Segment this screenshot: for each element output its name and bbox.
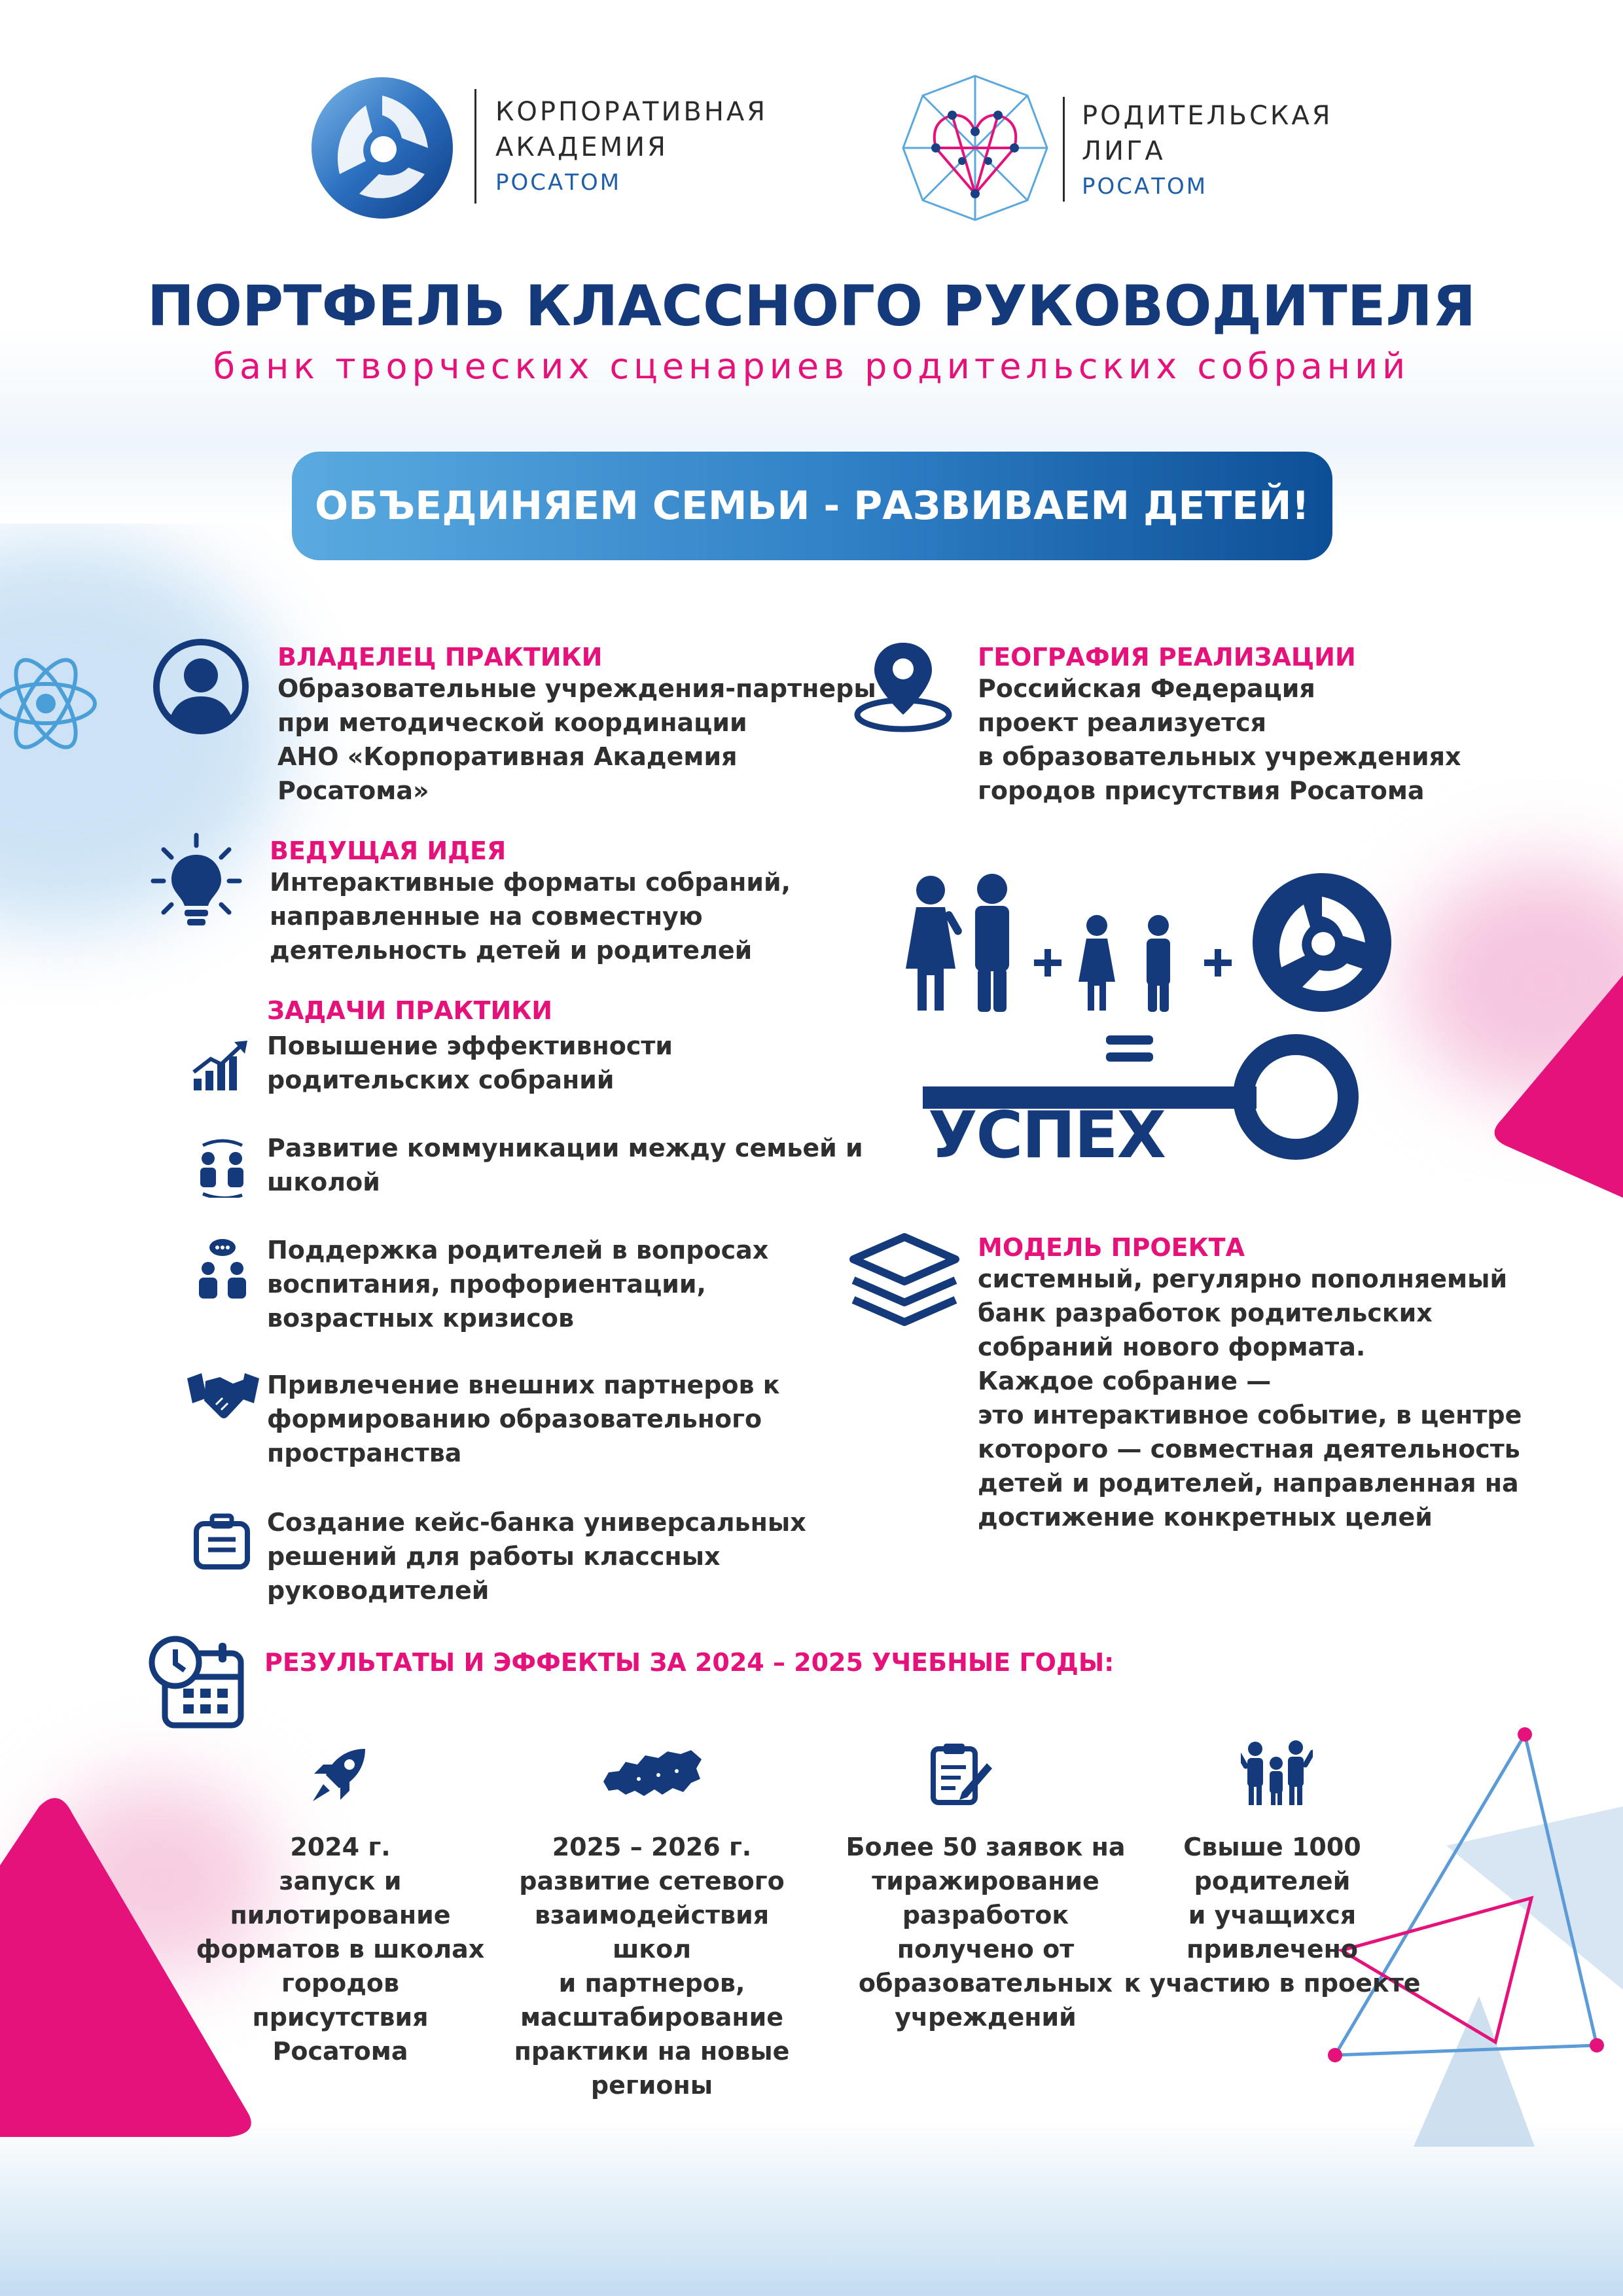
model-block xyxy=(978,1233,1522,1534)
parents-support-icon xyxy=(194,1237,253,1302)
task-item-5: Создание кейс-банка универсальных решений для работы классных руководителей xyxy=(267,1508,806,1605)
briefcase-icon xyxy=(192,1512,251,1571)
rosatom-academy-logo-icon xyxy=(310,76,454,220)
task-item-4: Привлечение внешних партнеров к формированию образовательного пространства xyxy=(267,1371,780,1467)
russia-map-icon xyxy=(599,1742,704,1808)
task-item-1: Повышение эффективности родительских собраний xyxy=(267,1031,673,1094)
league-logo-text xyxy=(1082,98,1333,204)
idea-heading: ВЕДУЩАЯ ИДЕЯ xyxy=(270,836,507,865)
page-subtitle: банк творческих сценариев родительских собраний xyxy=(213,346,1410,387)
geo-text: Российская Федерация проект реализуется в образовательных учреждениях городов присутствия Росатома xyxy=(978,674,1461,805)
success-label: УСПЕХ xyxy=(928,1098,1165,1173)
rocket-icon xyxy=(308,1745,369,1806)
slogan-banner: ОБЪЕДИНЯЕМ СЕМЬИ - РАЗВИВАЕМ ДЕТЕЙ! xyxy=(292,452,1332,560)
handshake-icon xyxy=(187,1372,259,1424)
children-icon xyxy=(1079,915,1170,1012)
task-item-3: Поддержка родителей в вопросах воспитания, профориентации, возрастных кризисов xyxy=(267,1236,769,1333)
academy-logo-line3: РОСАТОМ xyxy=(495,170,622,196)
result-item-3: Более 50 заявок на тиражирование разработок получено от образовательных учреждений xyxy=(846,1833,1126,2032)
idea-text: Интерактивные форматы собраний, направленные на совместную деятельность детей и родителей xyxy=(270,868,791,965)
location-pin-icon xyxy=(851,637,955,736)
league-logo-line3: РОСАТОМ xyxy=(1082,173,1208,200)
tasks-heading: ЗАДАЧИ ПРАКТИКИ xyxy=(267,996,553,1025)
league-logo-line1: РОДИТЕЛЬСКАЯ xyxy=(1082,101,1333,131)
result-item-4: Свыше 1000 родителей и учащихся привлечено к участию в проекте xyxy=(1124,1833,1421,1998)
pink-triangle-right xyxy=(1486,969,1623,1204)
logo-divider-left xyxy=(474,89,476,204)
clipboard-pencil-icon xyxy=(929,1741,995,1806)
growth-chart-icon xyxy=(191,1039,250,1092)
model-text: системный, регулярно пополняемый банк разработок родительских собраний нового формата. Каждое собрание — это интерактивное событие, в центре которого — совместная деятельность детей и родителей, направленная на достижение конкретных целей xyxy=(978,1265,1522,1532)
rosatom-symbol-icon xyxy=(1253,873,1391,1012)
lightbulb-icon xyxy=(151,831,242,936)
parents-league-logo-icon xyxy=(897,69,1054,226)
atom-icon xyxy=(0,628,105,779)
academy-logo-line1: КОРПОРАТИВНАЯ xyxy=(495,97,768,127)
owner-heading: ВЛАДЕЛЕЦ ПРАКТИКИ xyxy=(277,643,603,672)
academy-logo-text xyxy=(495,94,768,200)
communication-icon xyxy=(194,1139,253,1198)
idea-block xyxy=(270,836,791,967)
page-title: ПОРТФЕЛЬ КЛАССНОГО РУКОВОДИТЕЛЯ xyxy=(147,274,1476,339)
calendar-clock-icon xyxy=(148,1634,246,1732)
result-item-2: 2025 – 2026 г. развитие сетевого взаимодействия школ и партнеров, масштабирование практики на новые регионы xyxy=(514,1833,790,2100)
family-group-icon xyxy=(1241,1737,1313,1809)
logo-divider-right xyxy=(1063,97,1065,202)
bg-bottom-gradient xyxy=(0,2121,1623,2296)
parents-icon xyxy=(906,874,1009,1012)
model-heading: МОДЕЛЬ ПРОЕКТА xyxy=(978,1233,1245,1262)
layers-icon xyxy=(846,1230,963,1329)
league-logo-line2: ЛИГА xyxy=(1082,136,1166,166)
results-heading: РЕЗУЛЬТАТЫ И ЭФФЕКТЫ ЗА 2024 – 2025 УЧЕБНЫЕ ГОДЫ: xyxy=(264,1648,1115,1677)
academy-logo-line2: АКАДЕМИЯ xyxy=(495,132,668,162)
geo-heading: ГЕОГРАФИЯ РЕАЛИЗАЦИИ xyxy=(978,643,1356,672)
geo-block xyxy=(978,643,1461,808)
owner-text: Образовательные учреждения-партнеры при методической координации АНО «Корпоративная Академия Росатома» xyxy=(277,674,876,805)
task-item-2: Развитие коммуникации между семьей и школой xyxy=(267,1134,863,1196)
user-avatar-icon xyxy=(152,637,250,736)
result-item-1: 2024 г. запуск и пилотирование форматов в школах городов присутствия Росатома xyxy=(196,1833,485,2066)
owner-block xyxy=(277,643,876,808)
